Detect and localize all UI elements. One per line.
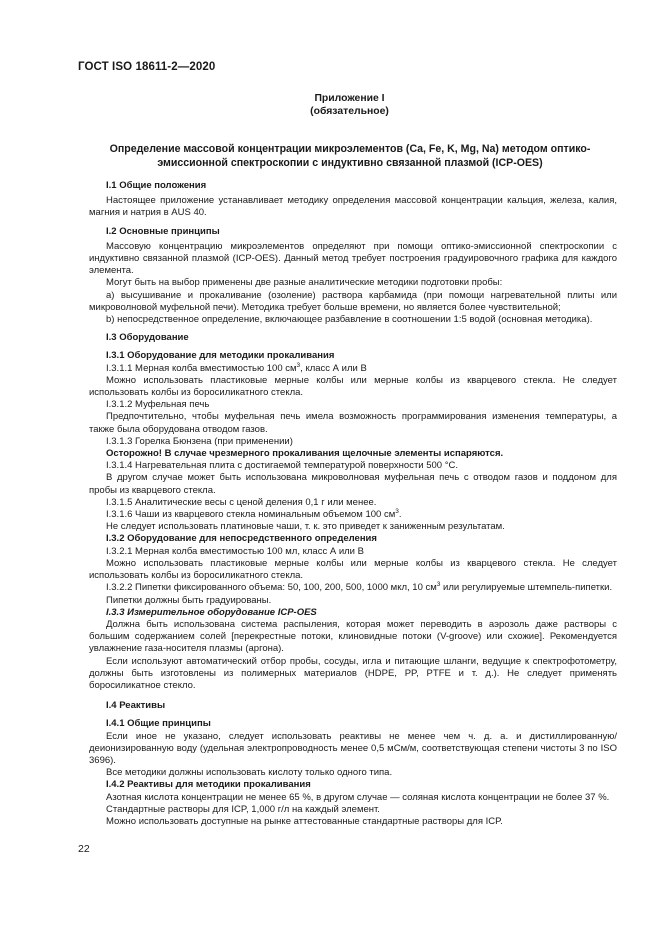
paragraph: Не следует использовать платиновые чаши, т. к. это приведет к заниженным результатам. bbox=[106, 521, 505, 533]
clause: I.3.1.2 Муфельная печь bbox=[106, 399, 210, 411]
paragraph: Стандартные растворы для ICP, 1,000 г/л на каждый элемент. bbox=[106, 803, 380, 815]
annex-title: Приложение I bbox=[314, 93, 385, 104]
clause bbox=[89, 582, 617, 594]
paragraph: Можно использовать пластиковые мерные колбы или мерные колбы из кварцевого стекла. Не следует использовать колбы из боросиликатного стекла. bbox=[89, 374, 617, 399]
clause-text: I.3.1.6 Чаши из кварцевого стекла номинальным объемом 100 см bbox=[106, 509, 396, 521]
standard-header: ГОСТ ISO 18611-2—2020 bbox=[78, 61, 216, 73]
paragraph: Настоящее приложение устанавливает методику определения массовой концентрации кальция, железа, калия, магния и натрия в AUS 40. bbox=[89, 195, 617, 219]
annex-heading bbox=[0, 92, 661, 118]
paragraph: Предпочтительно, чтобы муфельная печь имела возможность программирования изменения температуры, а также была оборудована отводом газов. bbox=[89, 411, 617, 435]
paragraph: Если используют автоматический отбор пробы, сосуды, игла и питающие шланги, ведущие к спектрофотометру, должны быть изготовлены из полимерных материалов (HDPE, PP, PTFE и т. д.). Не следует применять боросиликатное стекло. bbox=[89, 655, 617, 691]
paragraph: Должна быть использована система распыления, которая может переводить в аэрозоль даже растворы с большим содержанием солей [перекрестные потоки, клиновидные потоки (V-groove) или схожие]. Рекомендуется увлажнение газа-носителя плазмы (аргона). bbox=[89, 618, 617, 655]
section-heading: I.4 Реактивы bbox=[106, 700, 166, 712]
paragraph: Если иное не указано, следует использовать реактивы не менее чем ч. д. а. и дистиллированную/деионизированную воду (удельная электропроводность менее 0,5 мСм/м, соответствующая степени чистоты 3 по ISO 3696). bbox=[89, 730, 617, 766]
section-heading: I.1 Общие положения bbox=[106, 180, 207, 191]
title-line-1: Определение массовой концентрации микроэлементов (Ca, Fe, K, Mg, Na) методом оптико- bbox=[109, 143, 591, 155]
subsection-heading: I.3.2 Оборудование для непосредственного определения bbox=[106, 533, 377, 545]
clause: I.3.1.5 Аналитические весы с ценой деления 0,1 г или менее. bbox=[106, 496, 377, 508]
clause-text: или регулируемые штемпель-пипетки. bbox=[440, 582, 613, 594]
paragraph: Можно использовать доступные на рынке аттестованные стандартные растворы для ICP. bbox=[106, 815, 503, 827]
clause-text: I.3.2.2 Пипетки фиксированного объема: 50, 100, 200, 500, 1000 мкл, 10 см bbox=[106, 582, 437, 594]
clause-text: , класс А или В bbox=[300, 362, 367, 374]
document-body bbox=[89, 180, 617, 828]
clause: I.3.1.4 Нагревательная плита с достигаемой температурой поверхности 500 °C. bbox=[106, 460, 459, 472]
paragraph: Могут быть на выбор применены две разные аналитические методики подготовки пробы: bbox=[106, 277, 503, 289]
list-item: a) высушивание и прокаливание (озоление) раствора карбамида (при помощи нагревательной плиты или микроволновой муфельной печи). Методика требует больше времени, но является более чувствительной; bbox=[89, 289, 617, 313]
paragraph: Можно использовать пластиковые мерные колбы или мерные колбы из кварцевого стекла. Не следует использовать колбы из боросиликатного стекла. bbox=[89, 557, 617, 582]
subsection-heading: I.4.1 Общие принципы bbox=[106, 718, 211, 730]
list-item: b) непосредственное определение, включающее разбавление в соотношении 1:5 водой (основная методика). bbox=[106, 314, 593, 326]
page-number: 22 bbox=[78, 843, 90, 855]
subsection-heading: I.3.3 Измерительное оборудование ICP-OES bbox=[106, 606, 317, 618]
clause bbox=[89, 363, 617, 375]
paragraph: В другом случае может быть использована микроволновая муфельная печь с отводом газов и поддоном для пробы из кварцевого стекла. bbox=[89, 472, 617, 496]
annex-main-title bbox=[80, 143, 620, 170]
paragraph: Массовую концентрацию микроэлементов определяют при помощи оптико-эмиссионной спектроскопии с индуктивно связанной плазмой (ICP-OES). Данный метод требует построения градуировочного графика для каждого элемента. bbox=[89, 240, 617, 277]
paragraph: Все методики должны использовать кислоту только одного типа. bbox=[106, 767, 393, 779]
clause-text: . bbox=[398, 509, 402, 521]
annex-note: (обязательное) bbox=[310, 106, 389, 117]
section-heading: I.3 Оборудование bbox=[106, 332, 189, 344]
title-line-2: эмиссионной спектроскопии с индуктивно связанной плазмой (ICP-OES) bbox=[157, 156, 543, 169]
warning-text: Осторожно! В случае чрезмерного прокаливания щелочные элементы испаряются. bbox=[106, 448, 504, 460]
paragraph: Азотная кислота концентрации не менее 65 %, в другом случае — соляная кислота концентрации не более 37 %. bbox=[106, 791, 610, 803]
paragraph: Пипетки должны быть градуированы. bbox=[106, 594, 272, 606]
subsection-heading: I.3.1 Оборудование для методики прокаливания bbox=[106, 350, 335, 362]
section-heading: I.2 Основные принципы bbox=[106, 225, 220, 237]
clause: I.3.1.3 Горелка Бюнзена (при применении) bbox=[106, 435, 293, 447]
clause-text: I.3.1.1 Мерная колба вместимостью 100 см bbox=[106, 362, 297, 374]
subsection-heading: I.4.2 Реактивы для методики прокаливания bbox=[106, 779, 311, 791]
clause: I.3.2.1 Мерная колба вместимостью 100 мл, класс А или В bbox=[106, 545, 364, 557]
clause bbox=[89, 509, 617, 521]
superscript: 3 bbox=[436, 581, 441, 589]
superscript: 3 bbox=[395, 508, 399, 516]
superscript: 3 bbox=[296, 361, 301, 369]
